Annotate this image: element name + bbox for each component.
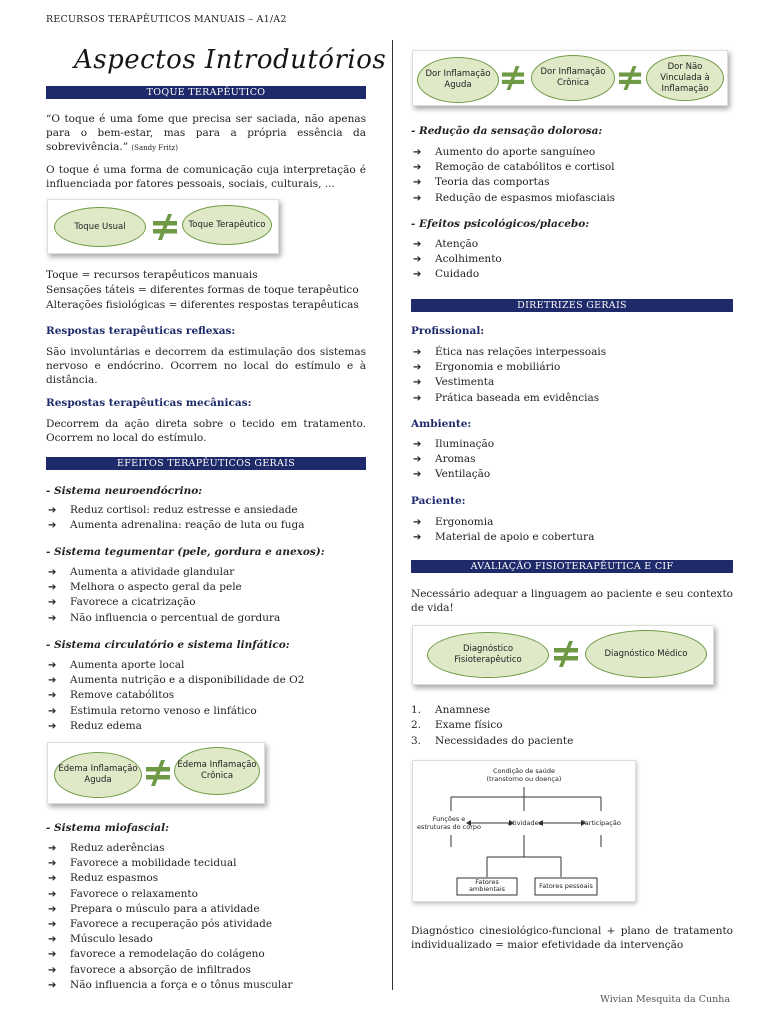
- list-item: ➔ favorece a absorção de infiltrados: [46, 963, 293, 978]
- list-item: ➔ Não influencia o percentual de gordura: [46, 611, 280, 626]
- pac-list: [411, 515, 594, 545]
- list-item: 3. Necessidades do paciente: [411, 734, 574, 747]
- list-item: ➔ Cuidado: [411, 267, 502, 282]
- list-item: ➔ Vestimenta: [411, 375, 606, 390]
- list-item: ➔ Reduz edema: [46, 719, 304, 734]
- oval-edema-cronica: Edema Inflamação Crônica: [174, 747, 260, 795]
- circ-list: [46, 658, 304, 734]
- list-item: ➔ Ética nas relações interpessoais: [411, 345, 606, 360]
- eq-line-3: Alterações fisiológicas = diferentes respostas terapêuticas: [46, 299, 359, 311]
- oval-diagnostico-fisio: Diagnóstico Fisioterapêutico: [427, 632, 549, 678]
- cif-health-condition: Condição de saúde (transtorno ou doença): [486, 767, 562, 783]
- list-item: ➔ Aumento do aporte sanguíneo: [411, 145, 615, 160]
- arrow-icon: ➔: [413, 439, 422, 450]
- cif-functions: Funções e estruturas do corpo: [417, 815, 481, 831]
- list-item: ➔ Reduz espasmos: [46, 871, 293, 886]
- teg-heading: - Sistema tegumentar (pele, gordura e anexos):: [46, 546, 325, 558]
- mio-list: [46, 841, 293, 993]
- oval-dor-nao-vinculada: Dor Não Vinculada à Inflamação: [646, 55, 724, 101]
- list-item: ➔ favorece a remodelação do colágeno: [46, 947, 293, 962]
- section-bar-toque: TOQUE TERAPÊUTICO: [46, 86, 366, 99]
- arrow-icon: ➔: [413, 147, 422, 158]
- list-item: ➔ Redução de espasmos miofasciais: [411, 191, 615, 206]
- oval-toque-usual: Toque Usual: [54, 207, 146, 247]
- list-item: ➔ Aromas: [411, 452, 494, 467]
- reflex-heading: Respostas terapêuticas reflexas:: [46, 325, 236, 337]
- not-equal-icon: [145, 758, 171, 788]
- dor-list: [411, 145, 615, 206]
- quote-text: “O toque é uma fome que precisa ser saciada, não apenas para o bem-estar, mas para a própria essência da sobrevivência.”: [46, 113, 366, 153]
- page-title: Aspectos Introdutórios: [74, 45, 387, 75]
- list-item: ➔ Aumenta nutrição e a disponibilidade de O2: [46, 673, 304, 688]
- not-equal-icon: [501, 64, 525, 92]
- footer-author: Wivian Mesquita da Cunha: [600, 994, 730, 1005]
- list-item: ➔ Prepara o músculo para a atividade: [46, 902, 293, 917]
- list-item: 1. Anamnese: [411, 704, 491, 716]
- list-item: ➔ Favorece a cicatrização: [46, 595, 280, 610]
- cif-activities: Atividades: [508, 819, 542, 827]
- psi-heading: - Efeitos psicológicos/placebo:: [411, 218, 590, 230]
- arrow-icon: ➔: [48, 843, 57, 854]
- arrow-icon: ➔: [48, 690, 57, 702]
- list-item: ➔ Estimula retorno venoso e linfático: [46, 704, 304, 719]
- list-item: ➔ Remove catabólitos: [46, 688, 304, 703]
- reflex-text: São involuntárias e decorrem da estimulação dos sistemas nervoso e endócrino. Ocorrem no local do estímulo e à distância.: [46, 346, 366, 386]
- diagram-diagnostico: [412, 625, 714, 685]
- arrow-icon: ➔: [48, 858, 57, 870]
- oval-diagnostico-medico: Diagnóstico Médico: [585, 630, 707, 678]
- quote-author: (Sandy Fritz): [131, 144, 178, 152]
- not-equal-icon: [553, 639, 579, 669]
- arrow-icon: ➔: [413, 162, 422, 174]
- oval-dor-cronica: Dor Inflamação Crônica: [531, 55, 615, 101]
- toque-paragraph: O toque é uma forma de comunicação cuja interpretação é influenciada por fatores pessoais, sociais, culturais, ...: [46, 164, 366, 190]
- aval-text: Necessário adequar a linguagem ao paciente e seu contexto de vida!: [411, 588, 733, 614]
- list-item: ➔ Reduz cortisol: reduz estresse e ansiedade: [46, 503, 305, 518]
- final-text: Diagnóstico cinesiológico-funcional + plano de tratamento individualizado = maior efetividade da intervenção: [411, 925, 733, 951]
- arrow-icon: ➔: [48, 660, 57, 671]
- arrow-icon: ➔: [48, 582, 57, 594]
- list-item: ➔ Favorece a recuperação pós atividade: [46, 917, 293, 932]
- arrow-icon: ➔: [413, 469, 422, 481]
- section-bar-avaliacao: AVALIAÇÃO FISIOTERAPÊUTICA E CIF: [411, 560, 733, 573]
- teg-list: [46, 565, 280, 626]
- arrow-icon: ➔: [48, 934, 57, 946]
- list-item: ➔ Atenção: [411, 237, 502, 252]
- diagram-toque: [47, 199, 279, 254]
- mio-heading: - Sistema miofascial:: [46, 822, 169, 834]
- neuro-list: [46, 503, 305, 533]
- arrow-icon: ➔: [48, 675, 57, 687]
- oval-dor-aguda: Dor Inflamação Aguda: [417, 57, 499, 103]
- arrow-icon: ➔: [413, 254, 422, 266]
- arrow-icon: ➔: [413, 347, 422, 358]
- amb-list: [411, 437, 494, 483]
- amb-heading: Ambiente:: [411, 418, 472, 430]
- arrow-icon: ➔: [48, 720, 57, 732]
- arrow-icon: ➔: [413, 192, 422, 204]
- eq-line-1: Toque = recursos terapêuticos manuais: [46, 269, 258, 281]
- diagram-dor: [412, 50, 728, 106]
- cif-participation: Participação: [581, 819, 621, 827]
- arrow-icon: ➔: [48, 918, 57, 930]
- arrow-icon: ➔: [413, 517, 422, 528]
- arrow-icon: ➔: [413, 392, 422, 404]
- eq-line-2: Sensações táteis = diferentes formas de toque terapêutico: [46, 284, 359, 296]
- list-item: ➔ Aumenta a atividade glandular: [46, 565, 280, 580]
- arrow-icon: ➔: [413, 269, 422, 281]
- list-item: ➔ Prática baseada em evidências: [411, 391, 606, 406]
- list-item: ➔ Teoria das comportas: [411, 175, 615, 190]
- list-item: ➔ Aumenta adrenalina: reação de luta ou fuga: [46, 518, 305, 533]
- quote-paragraph: [46, 112, 366, 155]
- circ-heading: - Sistema circulatório e sistema linfático:: [46, 639, 290, 651]
- list-item: ➔ Favorece o relaxamento: [46, 887, 293, 902]
- mec-text: Decorrem da ação direta sobre o tecido em tratamento. Ocorrem no local do estímulo.: [46, 418, 366, 444]
- list-item: 2. Exame físico: [411, 719, 503, 732]
- arrow-icon: ➔: [413, 532, 422, 544]
- arrow-icon: ➔: [48, 888, 57, 900]
- page-header: RECURSOS TERAPÊUTICOS MANUAIS – A1/A2: [46, 14, 287, 25]
- list-item: ➔ Aumenta aporte local: [46, 658, 304, 673]
- arrow-icon: ➔: [48, 597, 57, 609]
- cif-personal: Fatores pessoais: [539, 882, 593, 890]
- arrow-icon: ➔: [48, 705, 57, 717]
- arrow-icon: ➔: [48, 567, 57, 578]
- dor-heading: - Redução da sensação dolorosa:: [411, 125, 603, 137]
- diagram-edema: [47, 742, 265, 804]
- arrow-icon: ➔: [48, 520, 57, 532]
- list-item: ➔ Ergonomia: [411, 515, 594, 530]
- pac-heading: Paciente:: [411, 495, 466, 507]
- arrow-icon: ➔: [413, 377, 422, 389]
- prof-heading: Profissional:: [411, 325, 485, 337]
- oval-edema-aguda: Edema Inflamação Aguda: [54, 752, 142, 798]
- not-equal-icon: [152, 212, 178, 242]
- arrow-icon: ➔: [48, 903, 57, 915]
- section-bar-efeitos: EFEITOS TERAPÊUTICOS GERAIS: [46, 457, 366, 470]
- arrow-icon: ➔: [48, 949, 57, 961]
- arrow-icon: ➔: [413, 177, 422, 189]
- list-item: ➔ Ventilação: [411, 467, 494, 482]
- oval-toque-terapeutico: Toque Terapêutico: [182, 205, 272, 245]
- neuro-heading: - Sistema neuroendócrino:: [46, 485, 203, 497]
- list-item: ➔ Material de apoio e cobertura: [411, 530, 594, 545]
- arrow-icon: ➔: [413, 454, 422, 466]
- list-item: ➔ Não influencia a força e o tônus muscular: [46, 978, 293, 993]
- cif-diagram: [412, 760, 636, 902]
- list-item: ➔ Remoção de catabólitos e cortisol: [411, 160, 615, 175]
- list-item: ➔ Ergonomia e mobiliário: [411, 360, 606, 375]
- arrow-icon: ➔: [48, 612, 57, 624]
- list-item: ➔ Favorece a mobilidade tecidual: [46, 856, 293, 871]
- mec-heading: Respostas terapêuticas mecânicas:: [46, 397, 252, 409]
- numbered-list: [411, 703, 573, 749]
- section-bar-diretrizes: DIRETRIZES GERAIS: [411, 299, 733, 312]
- arrow-icon: ➔: [48, 505, 57, 516]
- not-equal-icon: [618, 64, 642, 92]
- column-divider: [392, 40, 393, 990]
- list-item: ➔ Músculo lesado: [46, 932, 293, 947]
- list-item: ➔ Iluminação: [411, 437, 494, 452]
- list-item: ➔ Melhora o aspecto geral da pele: [46, 580, 280, 595]
- arrow-icon: ➔: [413, 239, 422, 250]
- prof-list: [411, 345, 606, 406]
- arrow-icon: ➔: [48, 873, 57, 885]
- list-item: ➔ Reduz aderências: [46, 841, 293, 856]
- arrow-icon: ➔: [48, 964, 57, 976]
- psi-list: [411, 237, 502, 283]
- cif-environmental: Fatores ambientais: [468, 878, 506, 893]
- arrow-icon: ➔: [48, 979, 57, 991]
- list-item: ➔ Acolhimento: [411, 252, 502, 267]
- arrow-icon: ➔: [413, 362, 422, 374]
